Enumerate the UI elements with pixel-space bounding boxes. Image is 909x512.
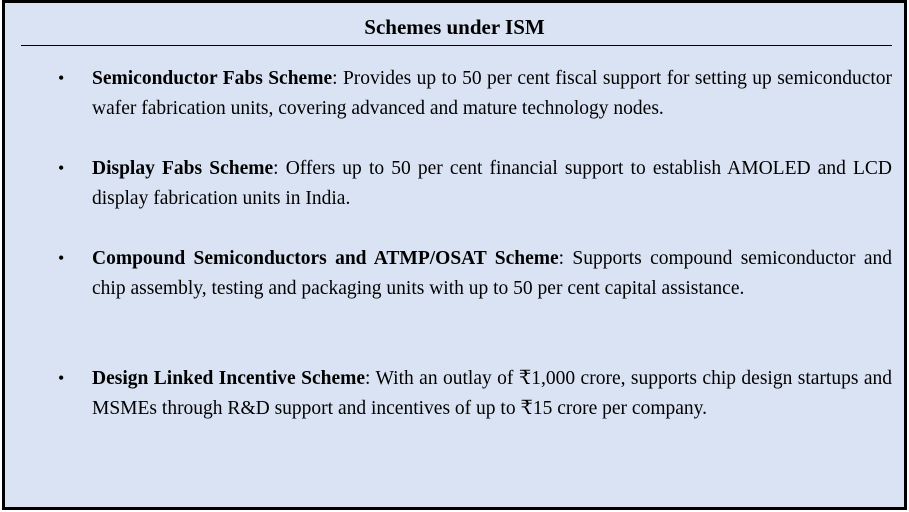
scheme-separator: : [558, 248, 565, 269]
scheme-name: Compound Semiconductors and ATMP/OSAT Scheme [92, 248, 559, 269]
box-title: Schemes under ISM [364, 15, 545, 39]
bullet-icon: • [58, 368, 65, 388]
scheme-item-semiconductor-fabs [58, 64, 893, 123]
schemes-box [2, 0, 907, 510]
scheme-separator: : [365, 368, 371, 389]
bullet-icon: • [58, 248, 65, 268]
scheme-item-design-linked-incentive [58, 364, 892, 423]
scheme-separator: : [273, 158, 279, 179]
scheme-item-display-fabs [58, 154, 892, 213]
scheme-separator: : [332, 68, 338, 89]
bullet-icon: • [58, 68, 65, 88]
scheme-name: Display Fabs Scheme [92, 158, 274, 179]
title-divider [21, 45, 892, 46]
scheme-name: Semiconductor Fabs Scheme [92, 68, 333, 89]
scheme-item-compound-semiconductors [58, 244, 892, 303]
bullet-icon: • [58, 158, 65, 178]
scheme-name: Design Linked Incentive Scheme [92, 368, 366, 389]
scheme-description: With an outlay of ₹1,000 crore, supports chip design startups and MSMEs through R&D support and incentives of up to ₹15 crore per company. [92, 368, 892, 419]
scheme-description: Offers up to 50 per cent financial support to establish AMOLED and LCD display fabrication units in India. [92, 158, 892, 209]
scheme-description: Provides up to 50 per cent fiscal support for setting up semiconductor wafer fabrication units, covering advanced and mature technology nodes. [92, 68, 893, 119]
scheme-description: Supports compound semiconductor and chip assembly, testing and packaging units with up to 50 per cent capital assistance. [92, 248, 892, 299]
